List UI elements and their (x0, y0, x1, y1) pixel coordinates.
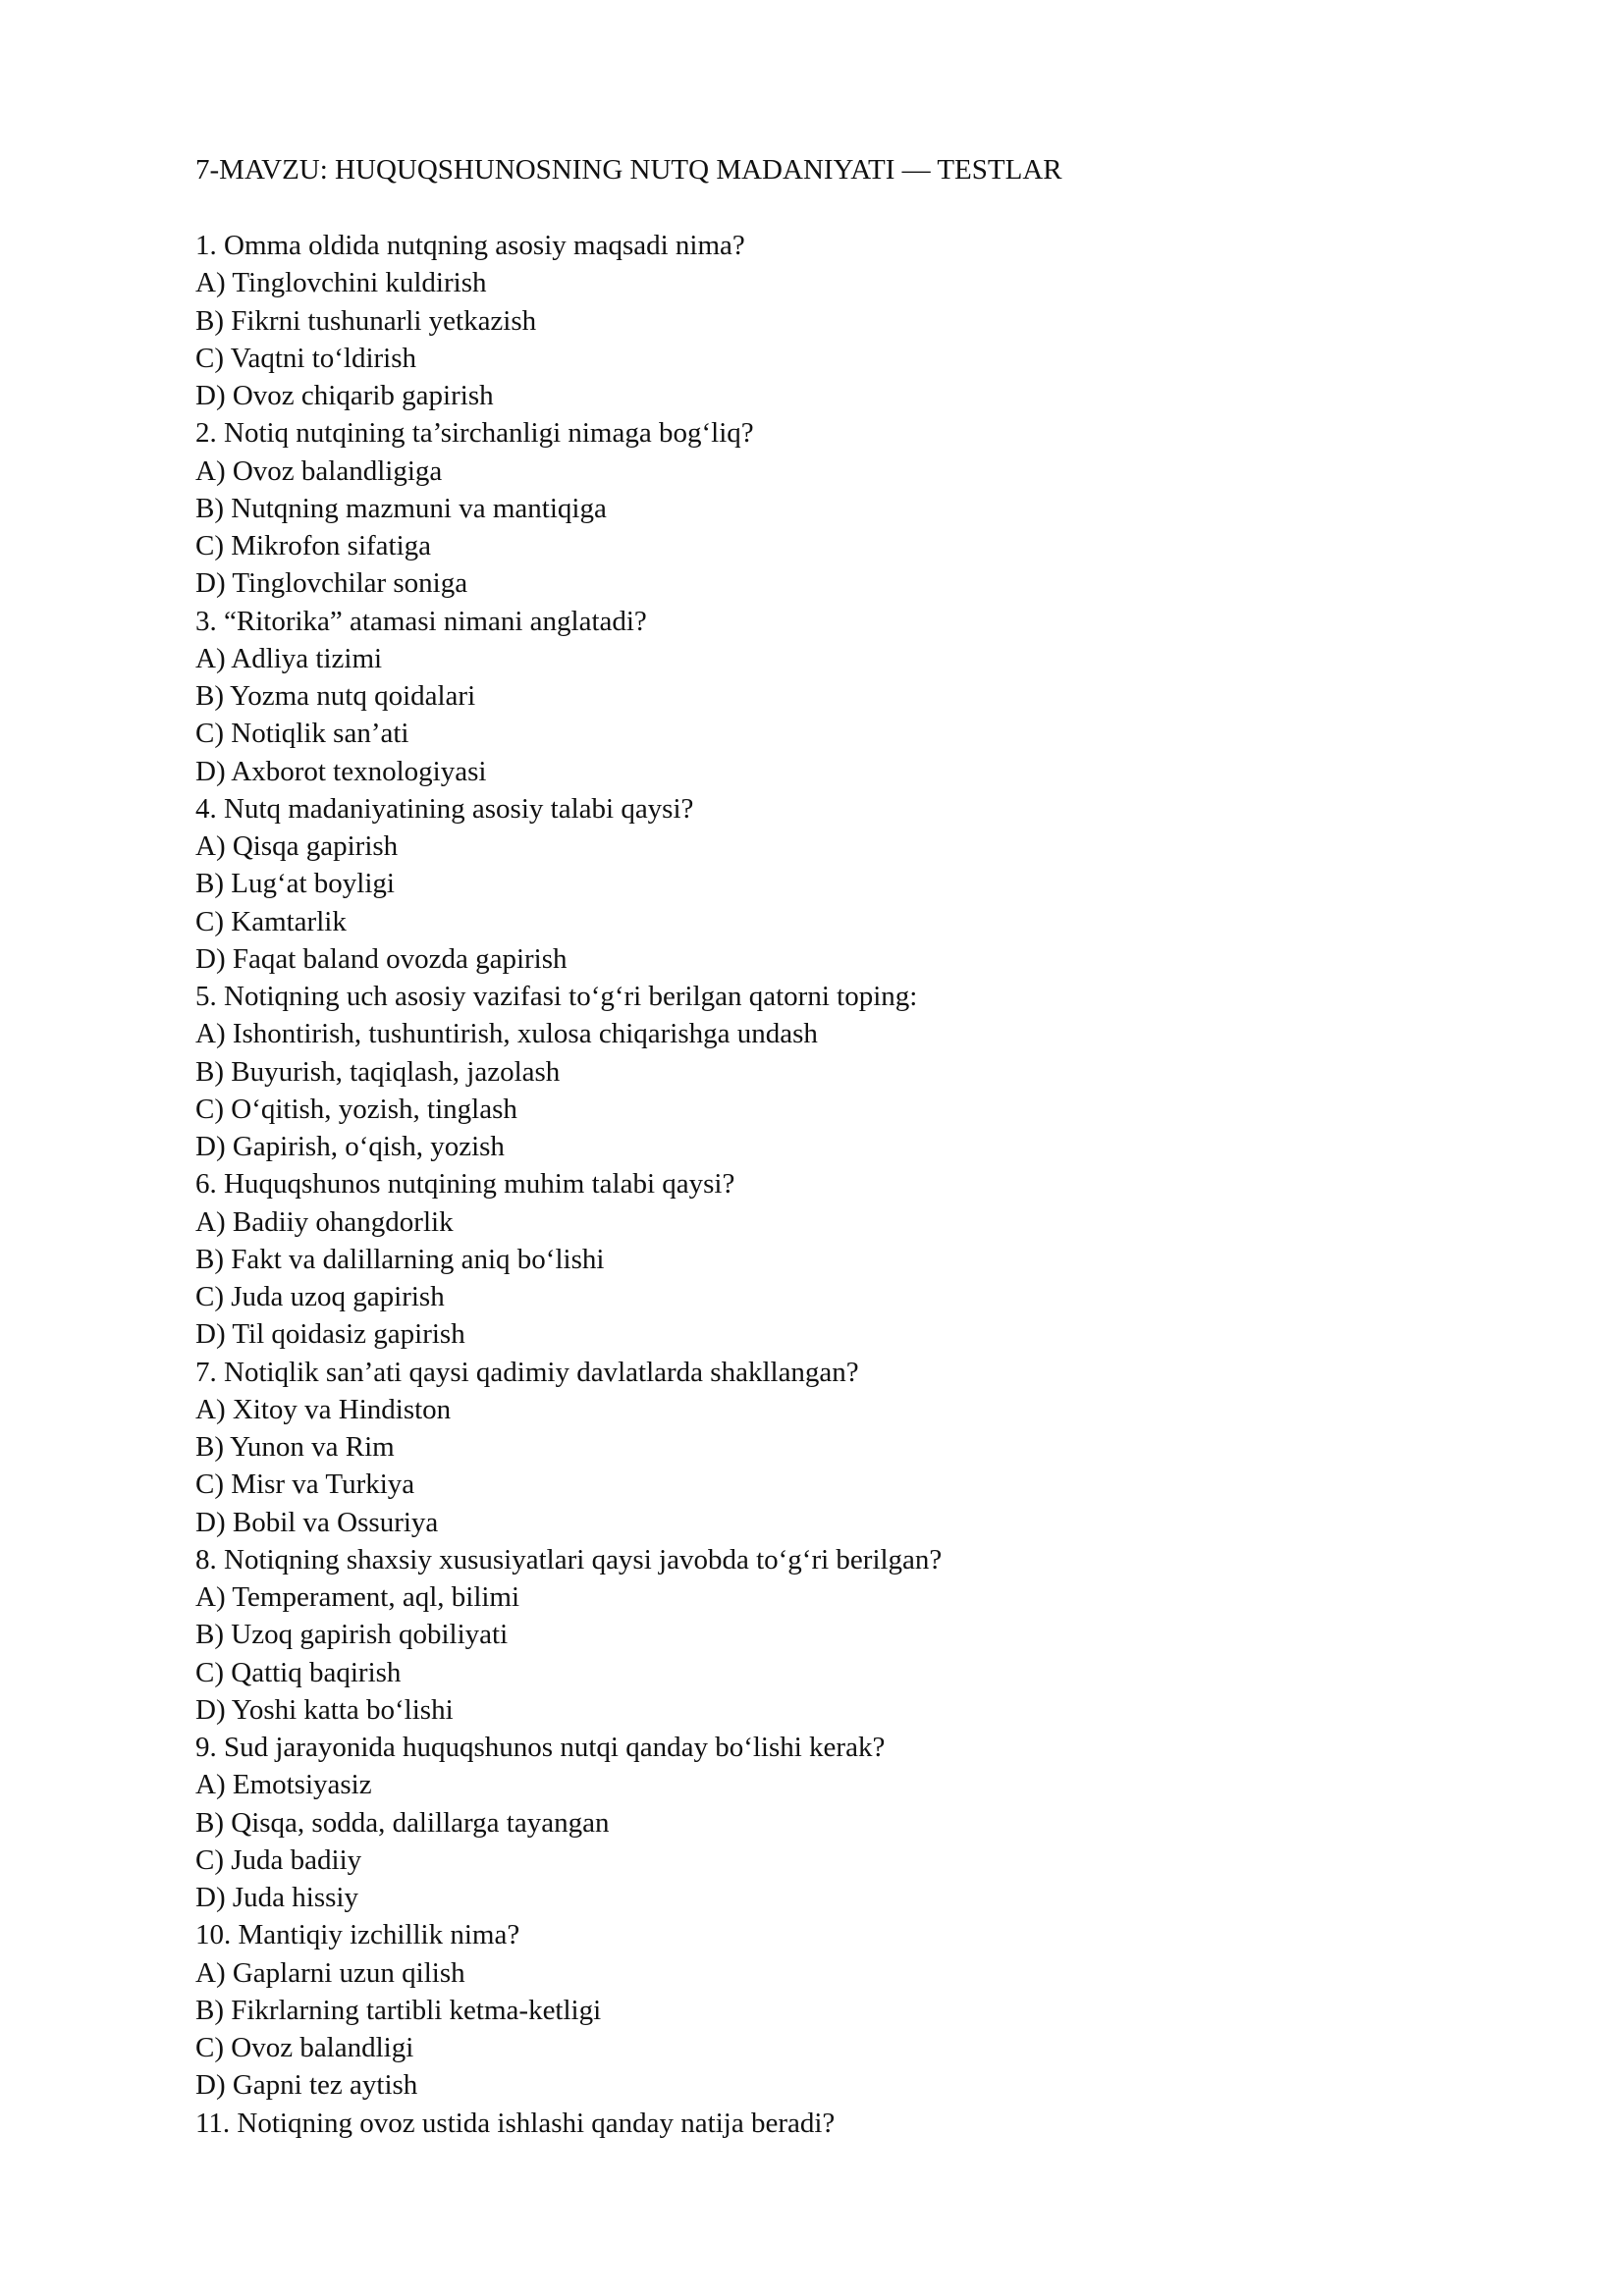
question-text: 6. Huquqshunos nutqining muhim talabi qaysi? (195, 1168, 735, 1201)
answer-option: C) Vaqtni to‘ldirish (195, 342, 417, 374)
answer-option: A) Badiiy ohangdorlik (195, 1205, 454, 1238)
answer-option: B) Fakt va dalillarning aniq bo‘lishi (195, 1243, 605, 1275)
answer-option: A) Adliya tizimi (195, 642, 383, 674)
answer-option: C) Juda uzoq gapirish (195, 1281, 445, 1312)
answer-option: B) Yozma nutq qoidalari (195, 680, 476, 712)
answer-option: A) Xitoy va Hindiston (195, 1393, 452, 1425)
question-text: 5. Notiqning uch asosiy vazifasi to‘g‘ri berilgan qatorni toping: (195, 981, 918, 1012)
document-content (195, 151, 1472, 2142)
answer-option: B) Buyurish, taqiqlash, jazolash (195, 1055, 561, 1088)
answer-option: D) Gapni tez aytish (195, 2069, 418, 2102)
answer-option: A) Tinglovchini kuldirish (195, 267, 487, 299)
question-block (195, 2105, 1472, 2142)
question-text: 9. Sud jarayonida huquqshunos nutqi qanday bo‘lishi kerak? (195, 1732, 886, 1763)
question-text: 2. Notiq nutqining ta’sirchanligi nimaga bog‘liq? (195, 417, 754, 450)
question-block (195, 1354, 1472, 1541)
question-text: 8. Notiqning shaxsiy xususiyatlari qaysi javobda to‘g‘ri berilgan? (195, 1543, 943, 1575)
answer-option: C) Juda badiiy (195, 1843, 362, 1876)
answer-option: D) Tinglovchilar soniga (195, 567, 468, 600)
answer-option: B) Qisqa, sodda, dalillarga tayangan (195, 1806, 610, 1839)
answer-option: D) Bobil va Ossuriya (195, 1506, 439, 1538)
question-block (195, 978, 1472, 1165)
answer-option: D) Axborot texnologiyasi (195, 755, 487, 787)
question-block (195, 1541, 1472, 1729)
question-list (195, 227, 1472, 2142)
answer-option: C) O‘qitish, yozish, tinglash (195, 1093, 517, 1125)
question-text: 7. Notiqlik san’ati qaysi qadimiy davlatlarda shakllangan? (195, 1356, 859, 1388)
answer-option: D) Til qoidasiz gapirish (195, 1318, 465, 1351)
answer-option: B) Nutqning mazmuni va mantiqiga (195, 492, 607, 524)
answer-option: C) Mikrofon sifatiga (195, 530, 432, 561)
answer-option: C) Kamtarlik (195, 905, 347, 937)
answer-option: B) Lug‘at boyligi (195, 868, 395, 900)
answer-option: D) Faqat baland ovozda gapirish (195, 942, 568, 975)
answer-option: A) Gaplarni uzun qilish (195, 1956, 465, 1989)
answer-option: D) Yoshi katta bo‘lishi (195, 1693, 454, 1726)
answer-option: A) Ovoz balandligiga (195, 454, 443, 487)
question-block (195, 1916, 1472, 2104)
answer-option: B) Yunon va Rim (195, 1431, 395, 1463)
question-block (195, 227, 1472, 414)
question-block (195, 1165, 1472, 1353)
answer-option: A) Temperament, aql, bilimi (195, 1581, 520, 1613)
answer-option: C) Misr va Turkiya (195, 1468, 415, 1501)
answer-option: C) Notiqlik san’ati (195, 718, 409, 750)
question-text: 10. Mantiqiy izchillik nima? (195, 1919, 520, 1951)
question-text: 11. Notiqning ovoz ustida ishlashi qanday natija beradi? (195, 2107, 836, 2139)
answer-option: B) Fikrni tushunarli yetkazish (195, 304, 537, 337)
answer-option: A) Emotsiyasiz (195, 1769, 372, 1801)
answer-option: D) Juda hissiy (195, 1882, 358, 1913)
question-block (195, 1729, 1472, 1916)
answer-option: C) Qattiq baqirish (195, 1656, 402, 1688)
question-block (195, 414, 1472, 602)
question-text: 1. Omma oldida nutqning asosiy maqsadi nima? (195, 230, 745, 261)
answer-option: A) Qisqa gapirish (195, 830, 399, 862)
question-block (195, 603, 1472, 790)
question-block (195, 790, 1472, 978)
answer-option: B) Uzoq gapirish qobiliyati (195, 1619, 509, 1651)
answer-option: A) Ishontirish, tushuntirish, xulosa chiqarishga undash (195, 1018, 818, 1050)
answer-option: D) Ovoz chiqarib gapirish (195, 380, 494, 411)
question-text: 4. Nutq madaniyatining asosiy talabi qaysi? (195, 792, 694, 825)
answer-option: B) Fikrlarning tartibli ketma-ketligi (195, 1994, 602, 2026)
question-text: 3. “Ritorika” atamasi nimani anglatadi? (195, 605, 647, 637)
document-title: 7-MAVZU: HUQUQSHUNOSNING NUTQ MADANIYATI — TESTLAR (195, 154, 1062, 186)
answer-option: D) Gapirish, o‘qish, yozish (195, 1131, 505, 1162)
answer-option: C) Ovoz balandligi (195, 2032, 414, 2063)
